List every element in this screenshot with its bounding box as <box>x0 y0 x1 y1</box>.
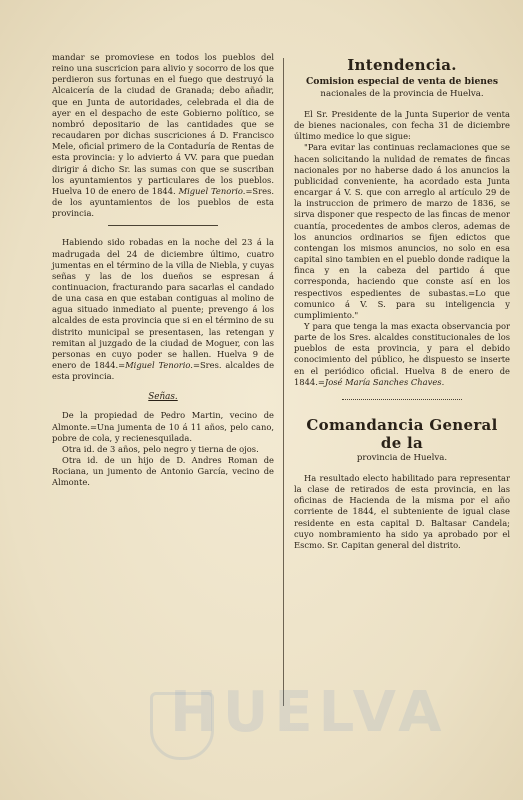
intendencia-closing-text: Y para que tenga la mas exacta observancia por parte de los Sres. alcaldes constitucionales de los pueblos de esta provincia, y para el debido conocimiento del público, he dispuesto se inserte en el periódico oficial. Huelva 8 de enero de 1844.= <box>294 320 510 387</box>
left-paragraph-2-signature: Miguel Tenorio. <box>125 360 193 371</box>
left-paragraph-1-text: mandar se promoviese en todos los pueblos del reino una suscricion para alivio y socorro de los que perdieron sus fortunas en el fuego que destruyó la Alcaicería de la ciudad de Granada; debo añadir, que en Junta de autoridades, celebrada el dia de ayer en el despacho de este Gobierno político, se nombró depositario de las cantidades que se recaudaren por dichas suscriciones á D. Francisco Mele, oficial primero de la Contaduría de Rentas de esta provincia: y lo advierto á VV. para que puedan dirigir á dicho Sr. las sumas con que se suscriban los ayuntamientos y particulares de los pueblos. Huelva 10 de enero de 1844. <box>52 52 274 196</box>
left-paragraph-1-tail: =Sres. de los ayuntamientos de los pueblos de esta provincia. <box>52 185 275 219</box>
left-paragraph-2 <box>52 237 274 382</box>
senas-heading: Señas. <box>148 392 178 403</box>
right-divider <box>342 399 462 401</box>
comandancia-title: Comandancia General de la <box>306 415 498 452</box>
intendencia-quote: "Para evitar las continuas reclamaciones que se hacen solicitando la nulidad de remates de fincas nacionales por no haberse dado á los anuncios la publicidad conveniente, ha acordado esta Junta encargar á V. S. que con arreglo al artículo 29 de la instruccion de primero de marzo de 1836, se sirva disponer que respecto de las fincas de menor cuantía, procedentes de ambos cleros, ademas de los anuncios ordinarios se fijen edictos que contengan los mismos anuncios, no solo en esa capital sino tambien en el pueblo donde radique la finca y en la cabeza del partido á que corresponda, haciendo que conste así en los respectivos espedientes de subastas.=Lo que comunico á V. S. para su inteligencia y cumplimiento." <box>294 142 510 320</box>
left-paragraph-2-text: Habiendo sido robadas en la noche del 23 á la madrugada del 24 de diciembre último, cuatro jumentas en el término de la villa de Niebla, y cuyas señas y las de los dueños se espresan á continuacion, fracturando para sacarlas el candado de una casa en que estaban contiguas al molino de agua situado inmediato al puente; prevengo á los alcaldes de esta provincia que si en el término de su distrito municipal se presentasen, las retengan y remitan al juzgado de la ciudad de Moguer, con las personas en cuyo poder se hallen. Huelva 9 de enero de 1844.= <box>52 237 275 371</box>
watermark-text: HUELVA <box>170 680 448 745</box>
intendencia-signature: José María Sanches Chaves. <box>324 376 445 387</box>
right-column <box>294 52 510 551</box>
senas-item-1: De la propiedad de Pedro Martin, vecino de Almonte.=Una jumenta de 10 á 11 años, pelo cano, pobre de cola, y recienesquilada. <box>52 410 274 443</box>
senas-item-2: Otra id. de 3 años, pelo negro y tierna de ojos. <box>62 443 259 454</box>
intendencia-closing <box>294 321 510 388</box>
intendencia-subhead-2: nacionales de la provincia de Huelva. <box>320 89 484 99</box>
left-paragraph-2-tail: =Sres. alcaldes de esta provincia. <box>52 360 275 382</box>
intendencia-intro: El Sr. Presidente de la Junta Superior de venta de bienes nacionales, con fecha 31 de diciembre último medice lo que sigue: <box>294 109 510 142</box>
column-divider <box>283 58 284 706</box>
comandancia-text: Ha resultado electo habilitado para representar la clase de retirados de esta provincia, en las oficinas de Hacienda de la misma por el año corriente de 1844, el subteniente de igual clase residente en esta capital D. Baltasar Candela; cuyo nombramiento ha sido ya aprobado por el Escmo. Sr. Capitan general del distrito. <box>294 472 510 550</box>
intendencia-title: Intendencia. <box>347 56 457 74</box>
left-paragraph-1-signature: Miguel Tenorio. <box>178 185 246 196</box>
left-column <box>52 52 274 488</box>
left-paragraph-1 <box>52 52 274 219</box>
left-divider-1 <box>108 225 218 226</box>
comandancia-subhead: provincia de Huelva. <box>356 452 448 463</box>
intendencia-subhead: Comision especial de venta de bienes <box>306 76 498 87</box>
senas-item-3: Otra id. de un hijo de D. Andres Roman de Rociana, un jumento de Antonio García, vecino de Almonte. <box>52 455 274 488</box>
